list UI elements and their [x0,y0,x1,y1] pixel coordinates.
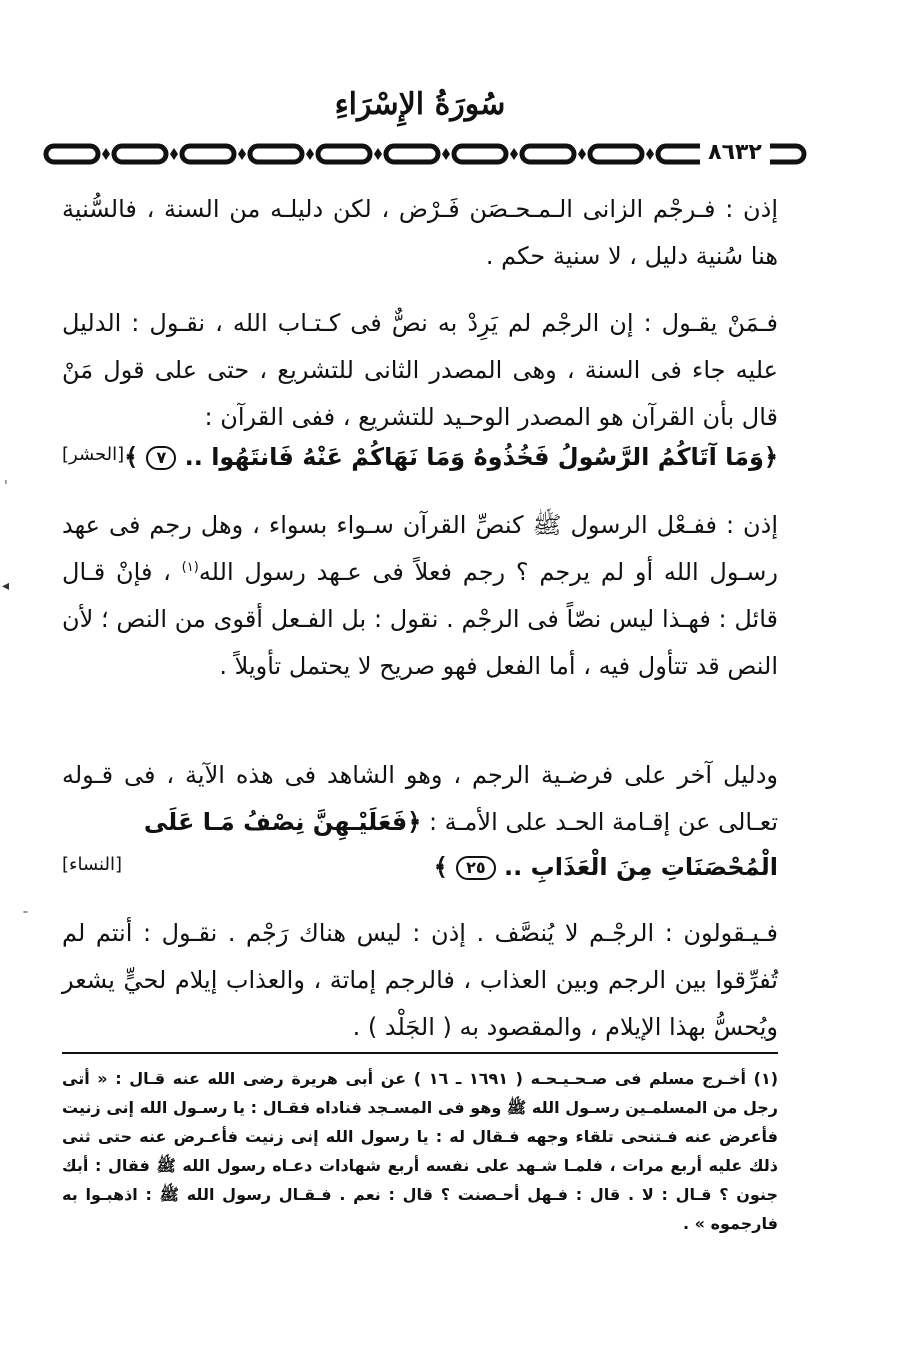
paragraph-4-text: ودليل آخر على فرضـية الرجم ، وهو الشاهد فى هذه الآية ، فى قـوله تعـالى عن إقـامة الحـد على الأمـة : [62,761,778,836]
paragraph-5: فـيـقولون : الرجْـم لا يُنصَّف . إذن : ليس هناك رَجْم . نقـول : أنتم لم تُفرِّقوا بين الرجم وبين العذاب ، فالرجم إماتة ، والعذاب إيلام لحيٍّ يشعر ويُحسُّ بهذا الإيلام ، والمقصود به ( الجَلْد ) . [62,919,778,1041]
ayah-number-badge: ٧ [146,446,176,470]
verse-an-nisa-start: ﴿فَعَلَيْـهِنَّ نِصْفُ مَـا عَلَى [143,808,422,836]
verse-close-bracket: ﴾ [124,442,139,471]
paragraph-3-text: إذن : ففـعْل الرسول ﷺ كنصِّ القرآن سـواء بسواء ، وهل رجم فى عهد رسـول الله أو لم يرجم ؟ رجم فعلاً فى عـهد رسول الله [62,511,779,586]
margin-arrow-mark: ◂ [2,578,10,594]
verse-text-container [434,844,778,890]
surah-title: سُورَةُ الإِسْرَاءِ [334,87,506,122]
paragraph-2: فـمَنْ يقـول : إن الرجْم لم يَرِدْ به نصٌّ فى كـتـاب الله ، نقـول : الدليل عليه جاء فى السنة ، وهى المصدر الثانى للتشريع ، حتى على قول مَنْ قال بأن القرآن هو المصدر الوحـيد للتشريع ، ففى القرآن : [62,309,778,431]
paragraph-1: إذن : فـرجْم الزانى الـمـحـصَن فَـرْض ، لكن دليلـه من السنة ، فالسُّنية هنا سُنية دليل ، لا سنية حكم . [62,195,778,270]
verse-close-bracket: ﴾ [433,852,448,881]
verse-text-container [124,434,778,480]
footnote-divider [62,1052,778,1054]
footnote-1: (١) أخـرج مسلم فى صـحـيـحـه ( ١٦٩١ ـ ١٦ ) عن أبى هريرة رضى الله عنه قـال : « أتى رجل من المسلمـين رسـول الله ﷺ وهو فى المسـجد فناداه فقـال : يا رسـول الله إنى زنيت فأعرض عنه فـتنحى تلقاء وجهه فـقال له : يا رسول الله إنى زنيت فأعـرض عنه حتى ثنى ذلك عليه أربع مرات ، فلمـا شـهد على نفسه أربع شهادات دعـاه رسول الله ﷺ فقال : أبك جنون ؟ قـال : لا . قال : فـهل أحـصنت ؟ قال : نعم . فـقـال رسول الله ﷺ : اذهبـوا به فارجموه » . [62,1069,779,1233]
paragraph-3 [62,502,778,690]
surah-reference: [النساء] [62,854,122,875]
quran-verse-an-nisa [62,844,778,890]
verse-text: وَمَا آتَاكُمُ الرَّسُولُ فَخُذُوهُ وَمَا نَهَاكُمْ عَنْهُ فَانتَهُوا .. [184,443,764,471]
footnote-reference-marker: (١) [181,560,199,575]
verse-open-bracket: ﴿ [763,442,778,471]
page-number: ٨٦٣٢ [700,136,770,170]
decorative-header-border [40,138,810,170]
paragraph-4 [62,752,778,846]
quran-verse-al-hashr [62,434,778,480]
margin-tick-mark: ˉ [22,910,29,926]
paragraph-3-continuation: ، فإنْ قـال قائل : فهـذا ليس نصّاً فى الرجْم . نقول : بل الفـعل أقوى من النص ؛ لأن النص قد تتأول فيه ، أما الفعل فهو صريح لا يحتمل تأويلاً . [62,558,778,680]
surah-reference: [الحشر] [62,444,125,465]
margin-tick-mark: ˌ [4,470,8,486]
verse-text: الْمُحْصَنَاتِ مِنَ الْعَذَابِ .. [504,853,778,881]
ayah-number-badge: ٢٥ [456,856,496,880]
